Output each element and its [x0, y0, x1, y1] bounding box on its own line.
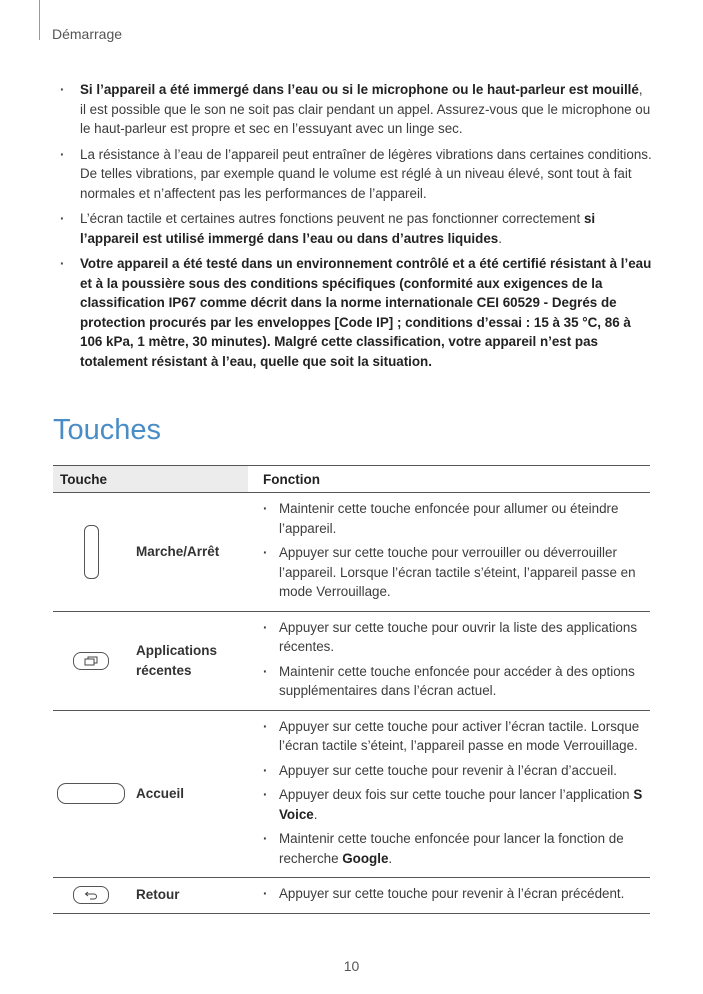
- note-item: [56, 145, 652, 204]
- bold-text: Google: [342, 850, 389, 866]
- section-title: Touches: [53, 414, 162, 446]
- table-row: [53, 611, 650, 710]
- table-row: [53, 493, 650, 612]
- text-run: Appuyer sur cette touche pour activer l’écran tactile. Lorsque l’écran tactile s’éteint, l’appareil passe en mode Verrouillage.: [279, 718, 640, 753]
- home-key-icon: [57, 783, 125, 804]
- text-run: .: [388, 850, 393, 866]
- note-item: [56, 80, 652, 139]
- table-row: [53, 710, 650, 878]
- back-key-icon: [73, 886, 109, 904]
- table-header-row: [53, 466, 650, 493]
- function-item: [261, 618, 650, 657]
- text-run: Maintenir cette touche enfoncée pour lancer la fonction de recherche: [279, 831, 624, 866]
- text-run: La résistance à l’eau de l’appareil peut entraîner de légères vibrations dans certaines conditions. De telles vibrations, par exemple quand le volume est réglé à un niveau élevé, sont tout à fait normales et n’affectent pas les performances de l’appareil.: [80, 146, 652, 201]
- keys-table: [53, 465, 650, 914]
- text-run: Maintenir cette touche enfoncée pour accéder à des options supplémentaires dans l’écran actuel.: [279, 663, 635, 698]
- key-name: Applications récentes: [129, 611, 248, 710]
- function-item: [261, 761, 650, 781]
- key-icon-cell: [53, 710, 129, 878]
- function-item: [261, 884, 650, 904]
- key-name: Marche/Arrêt: [129, 493, 248, 612]
- recent-apps-key-icon: [73, 652, 109, 670]
- bold-text: Votre appareil a été testé dans un environnement contrôlé et a été certifié résistant à l’eau et à la poussière sous des conditions spécifiques (conformité aux exigences de la classification IP67 comme décrit dans la norme internationale CEI 60529 - Degrés de protection procurés par les enveloppes [Code IP] ; conditions d’essai : 15 à 35 °C, 86 à 106 kPa, 1 mètre, 30 minutes). Malgré cette classification, votre appareil n’est pas totalement résistant à l’eau, quelle que soit la situation.: [80, 256, 652, 369]
- text-run: Appuyer sur cette touche pour ouvrir la liste des applications récentes.: [279, 619, 638, 654]
- function-item: [261, 499, 650, 538]
- bold-text: Si l’appareil a été immergé dans l’eau ou si le microphone ou le haut-parleur est mouillé: [80, 82, 639, 97]
- text-run: Appuyer sur cette touche pour revenir à l’écran d’accueil.: [279, 762, 617, 778]
- key-icon-cell: [53, 878, 129, 914]
- page-number: 10: [343, 958, 360, 974]
- text-run: Appuyer sur cette touche pour verrouiller ou déverrouiller l’appareil. Lorsque l’écran tactile s’éteint, l’appareil passe en mode Verrouillage.: [279, 545, 636, 599]
- function-item: [261, 829, 650, 868]
- function-item: [261, 543, 650, 602]
- note-item: [56, 209, 652, 248]
- key-name: Retour: [129, 878, 248, 914]
- key-function-cell: [248, 710, 650, 878]
- text-run: .: [498, 230, 502, 246]
- power-key-icon: [84, 525, 99, 579]
- running-header: Démarrage: [52, 26, 123, 42]
- column-header-function: Fonction: [248, 466, 650, 493]
- page-edge-mark: [39, 0, 40, 40]
- function-item: [261, 662, 650, 701]
- key-function-cell: [248, 493, 650, 612]
- text-run: Appuyer sur cette touche pour revenir à l’écran précédent.: [279, 886, 625, 901]
- text-run: , il est possible que le son ne soit pas clair pendant un appel. Assurez-vous que le microphone ou le haut-parleur est propre et sec en l’essuyant avec un linge sec.: [80, 82, 651, 136]
- key-icon-cell: [53, 493, 129, 612]
- text-run: Appuyer deux fois sur cette touche pour lancer l’application: [279, 787, 634, 802]
- table-row: [53, 878, 650, 914]
- text-run: .: [313, 806, 318, 822]
- text-run: L’écran tactile et certaines autres fonctions peuvent ne pas fonctionner correctement: [80, 211, 584, 226]
- key-name: Accueil: [129, 710, 248, 878]
- bold-text: S Voice: [279, 787, 643, 822]
- key-function-cell: [248, 878, 650, 914]
- bold-text: si l’appareil est utilisé immergé dans l’eau ou dans d’autres liquides: [80, 211, 596, 246]
- notes-list: [56, 80, 652, 377]
- text-run: Maintenir cette touche enfoncée pour allumer ou éteindre l’appareil.: [279, 501, 619, 536]
- column-header-key: Touche: [53, 466, 248, 493]
- key-function-cell: [248, 611, 650, 710]
- function-item: [261, 717, 650, 756]
- function-item: [261, 785, 650, 824]
- key-icon-cell: [53, 611, 129, 710]
- note-item: [56, 254, 652, 371]
